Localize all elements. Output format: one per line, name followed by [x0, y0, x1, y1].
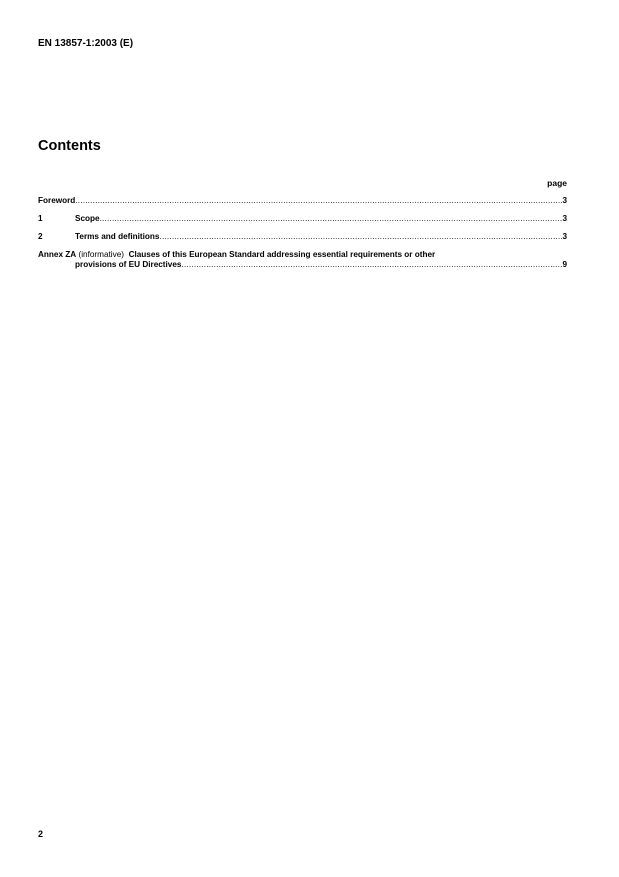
toc-entry-scope[interactable]	[38, 214, 567, 224]
contents-title: Contents	[38, 138, 101, 154]
toc-dot-leader	[159, 232, 562, 242]
toc-entry-annex-za[interactable]	[38, 250, 567, 260]
toc-entry-page: 9	[562, 260, 567, 269]
annex-label: Annex ZA	[38, 250, 77, 259]
toc-entry-number: 1	[38, 214, 43, 223]
toc-entry-label: Scope	[75, 214, 100, 223]
page-column-label: page	[547, 178, 567, 188]
document-header: EN 13857-1:2003 (E)	[38, 38, 134, 49]
annex-title-line-1: Clauses of this European Standard addressing essential requirements or other	[128, 250, 436, 259]
toc-entry-page: 3	[562, 214, 567, 223]
annex-title-line-2: provisions of EU Directives	[75, 260, 182, 269]
toc-entry-label: Terms and definitions	[75, 232, 160, 241]
toc-entry-number: 2	[38, 232, 43, 241]
toc-entry-terms-and-definitions[interactable]	[38, 232, 567, 242]
toc-entry-page: 3	[562, 196, 567, 205]
toc-entry-label: Foreword	[38, 196, 76, 205]
toc-dot-leader	[181, 260, 562, 270]
annex-qualifier: (informative)	[78, 250, 124, 259]
toc-dot-leader	[100, 214, 563, 224]
toc-entry-page: 3	[562, 232, 567, 241]
toc-entry-foreword[interactable]	[38, 196, 567, 206]
toc-entry-annex-za-continuation[interactable]	[38, 260, 567, 270]
toc-dot-leader	[75, 196, 562, 206]
page-number: 2	[38, 829, 44, 839]
